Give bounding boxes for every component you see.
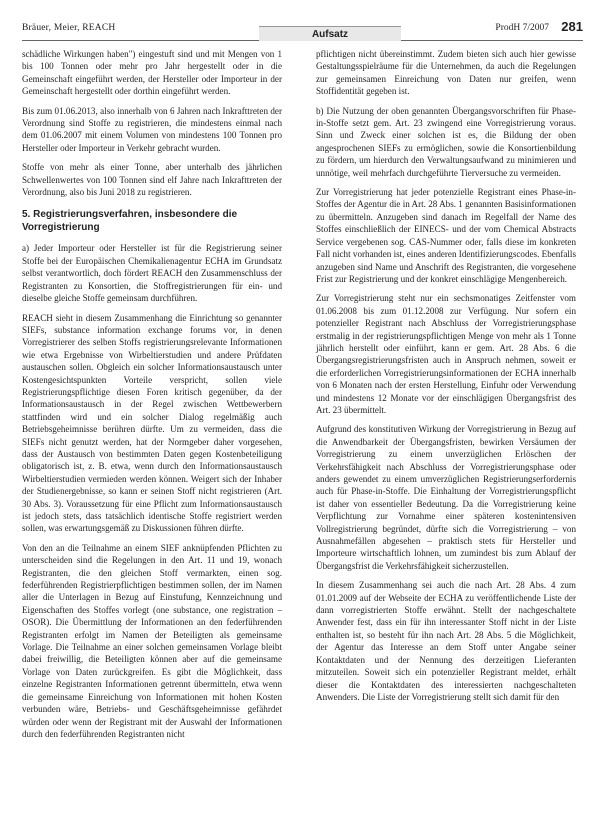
- section-tag: Aufsatz: [259, 26, 401, 41]
- paragraph: a) Jeder Importeur oder Hersteller ist für die Registrierung seiner Stoffe bei der Europäischen Chemikalienagentur ECHA im Grundsatz selbst verantwortlich, doch fördert REACH den Zusammenschluss der Registranten zu Konsortien, die Stoffregistrierungen für ein- und dieselbe gleiche Stoffe gemeinsam durchführen.: [22, 243, 282, 304]
- paragraph: schädliche Wirkungen haben") eingestuft sind und mit Mengen von 1 bis 100 Tonnen oder mehr pro Jahr hergestellt oder in die Gemeinschaft eingeführt werden, der Hersteller oder Importeur in der Gemeinschaft hergestellt oder dorthin eingeführt werden.: [22, 49, 282, 97]
- journal-issue: ProdH 7/2007: [495, 23, 549, 33]
- paragraph: b) Die Nutzung der oben genannten Übergangsvorschriften für Phase-in-Stoffe setzt gem. Art. 23 zwingend eine Vorregistrierung voraus. Sinn und Zweck einer solchen ist es, die Bildung der oben angesprochenen SIEFs zu ermöglichen, sowie die Konsortienbildung zu fördern, um hierdurch den Verwaltungsaufwand zu minimieren und unnötige, weil mehrfach durchgeführte Tierversuche zu vermeiden.: [316, 105, 576, 178]
- paragraph: Zur Vorregistrierung steht nur ein sechsmonatiges Zeitfenster vom 01.06.2008 bis zum 01.12.2008 zur Verfügung. Nur sofern ein potenzieller Registrant nach Abschluss der Vorregistrierungsphase erstmalig in der registrierungspflichtigen Menge von mehr als 1 Tonne jährlich herstellt oder einführt, kann er gem. Art. 28 Abs. 6 die Übergangsregistrierungsfristen auch in Anspruch nehmen, soweit er die erforderlichen Vorregistrierungsinformationen der ECHA innerhalb von 6 Monaten nach der ersten Herstellung, Einfuhr oder Verwendung und mindestens 12 Monate vor der einschlägigen Übergangsfrist des Art. 23 übermittelt.: [316, 293, 576, 415]
- paragraph: Stoffe von mehr als einer Tonne, aber unterhalb des jährlichen Schwellenwertes von 100 Tonnen sind elf Jahre nach Inkrafttreten der Verordnung, also bis Juni 2018 zu registrieren.: [22, 162, 282, 198]
- header-authors: Bräuer, Meier, REACH: [22, 23, 116, 33]
- paragraph: Bis zum 01.06.2013, also innerhalb von 6 Jahren nach Inkrafttreten der Verordnung sind Stoffe zu registrieren, die mindestens einmal nach dem 01.06.2007 mit einem Volumen von mindestens 100 Tonnen pro Hersteller oder Importeur in Verkehr gebracht wurden.: [22, 105, 282, 153]
- left-column: [22, 48, 282, 747]
- paragraph: REACH sieht in diesem Zusammenhang die Einrichtung so genannter SIEFs, substance information exchange forums vor, in denen Vorregistrierer des selben Stoffs registrierungsrelevante Informationen wie etwa Ergebnisse von Wirbeltierstudien und andere Prüfdaten austauschen sollen. Obgleich ein solcher Informationsaustausch unter Kostengesichtspunkten Vorteile verspricht, sollen viele Registrierungspflichtige diesen Foren kritisch gegenüber, da der Informationsaustausch in der Regel zwischen Wettbewerbern stattfinden wird und ein solcher Dialog regelmäßig auch Betriebsgeheimnisse berühren dürfte. Um zu vermeiden, dass die SIEFs nicht genutzt werden, hat der Normgeber daher vorgesehen, dass der Austausch von bestimmten Daten gegen Kostenbeteiligung obligatorisch ist, z. B. etwa, wenn durch den Informationsaustausch Wirbeltierstudien vermieden werden können. Weigert sich der Inhaber der Studienergebnisse, so kann er seinen Stoff nicht registrieren (Art. 30 Abs. 3). Voraussetzung für eine Pflicht zum Informationsaustausch ist jedoch stets, dass tatsächlich identische Stoffe registriert werden sollen, was erwartungsgemäß zu Diskussionen führen dürfte.: [22, 312, 282, 534]
- page-number: 281: [561, 19, 583, 34]
- section-heading: 5. Registrierungsverfahren, insbesondere die Vorregistrierung: [22, 209, 238, 234]
- paragraph: pflichtigen nicht übereinstimmt. Zudem bieten sich auch hier gewisse Gestaltungsspielräume für die Unternehmen, da auch die Regelungen zur gemeinsamen Einreichung von Daten nur greifen, wenn Stoffidentität gegeben ist.: [316, 49, 576, 97]
- running-header: [22, 14, 583, 41]
- paragraph: In diesem Zusammenhang sei auch die nach Art. 28 Abs. 4 zum 01.01.2009 auf der Webseite der ECHA zu veröffentlichende Liste der dann vorregistrierten Stoffe erwähnt. Stellt der nachgeschaltete Anwender fest, dass ein für ihn interessanter Stoff nicht in der Liste enthalten ist, so besteht für ihn nach Art. 28 Abs. 5 die Möglichkeit, der Agentur das Interesse an dem Stoff unter Angabe seiner Kontaktdaten und der Nennung des derzeitigen Lieferanten mitzuteilen. Soweit sich ein potenzieller Registrant meldet, erhält dieser die Kontaktdaten des interessierten nachgeschalteten Anwenders. Die Liste der Vorregistrierung stellt sich damit für den: [316, 580, 576, 702]
- right-column: [316, 48, 576, 710]
- paragraph: Zur Vorregistrierung hat jeder potenzielle Registrant eines Phase-in-Stoffes der Agentur die in Art. 28 Abs. 1 genannten Basisinformationen zu übermitteln. Anzugeben sind danach im Regelfall der Name des Stoffes einschließlich der EINECS- und der vom Chemical Abstracts Service vergebenen sog. CAS-Nummer oder, falls diese im konkreten Fall nicht vorhanden ist, eines anderen Identifizierungscodes. Ebenfalls anzugeben sind Name und Anschrift des Registranten, die vorgesehene Frist zur Registrierung und der konkret einschlägige Mengenbereich.: [316, 187, 576, 284]
- paragraph: Aufgrund des konstitutiven Wirkung der Vorregistrierung in Bezug auf die Anwendbarkeit der Übergangsfristen, bewirken Versäumen der Vorregistrierung zu einem unverzüglichen Erlöschen der Verkehrsfähigkeit nach Abschluss der Vorregistrierungsphase oder anders gewendet zu einem umverzüglichen Registrierungserfordernis auch für Phase-in-Stoffe. Die Einhaltung der Vorregistrierungspflicht ist daher von essentieller Bedeutung. Da die Vorregistrierung keine Verpflichtung zur Vornahme einer späteren kostenintensiven Vollregistrierung begründet, dürfte sich die Vorregistrierung – von Ausnahmefällen abgesehen – praktisch stets für Hersteller und Importeure wirtschaftlich lohnen, um zumindest bis zum Ablauf der Übergangsfrist die Verkehrsfähigkeit sicherzustellen.: [316, 424, 576, 571]
- paragraph: Von den an die Teilnahme an einem SIEF anknüpfenden Pflichten zu unterscheiden sind die Regelungen in den Art. 11 und 19, wonach Registranten, die den gleichen Stoff vermarkten, einen sog. federführenden Registrierpflichtigen bestimmen sollen, der im Namen aller die Unterlagen in Bezug auf Einstufung, Kennzeichnung und Eigenschaften des Stoffes vorlegt (one substance, one registration – OSOR). Die Übermittlung der Informationen an den federführenden Registranten erfolgt im Namen der Beteiligten als gemeinsame Vorlage. Die Teilnahme an einer solchen gemeinsamen Vorlage bleibt dabei freiwillig, die Beteiligten können aber auf die gemeinsame Vorlage von Daten zurückgreifen. Es gibt die Möglichkeit, dass einzelne Registranten Informationen getrennt übermitteln, etwa wenn die gemeinsame Einreichung von Informationen mit hohen Kosten verbunden wäre, Betriebs- und Geschäftsgeheimnisse gefährdet würden oder wenn der Registrant mit der Auswahl der Informationen durch den federführenden Registranten nicht: [22, 542, 282, 739]
